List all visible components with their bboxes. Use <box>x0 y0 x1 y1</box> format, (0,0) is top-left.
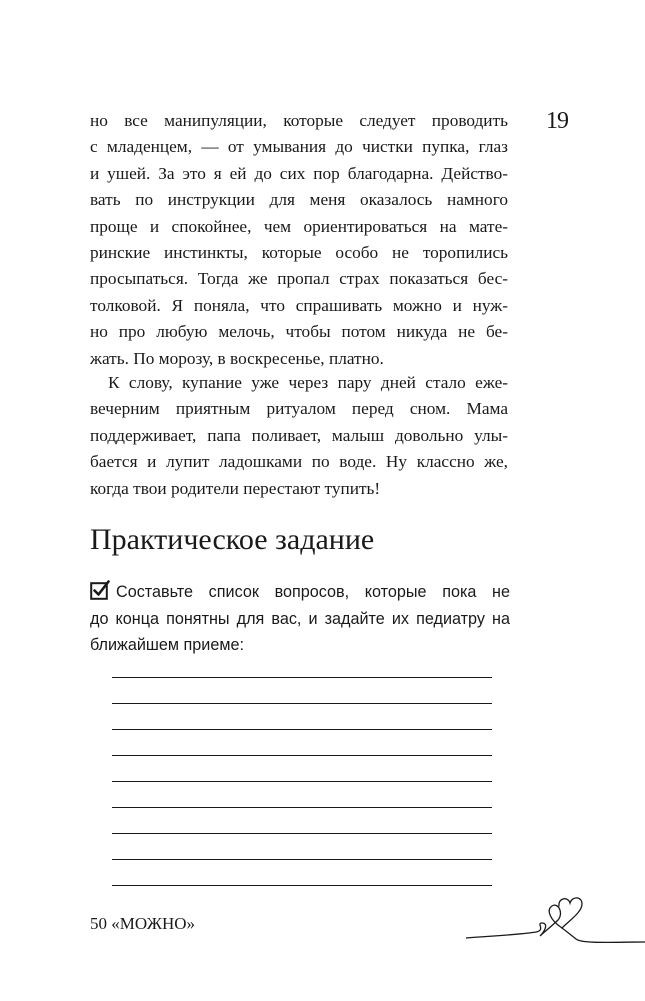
text-line: когда твои родители перестают тупить! <box>90 478 381 498</box>
task-line: до конца понятны для вас, и задайте их педиатру на <box>90 609 510 628</box>
text-line: жать. По морозу, в воскресенье, платно. <box>90 348 384 368</box>
section-heading: Практическое задание <box>90 523 375 556</box>
answer-line <box>112 833 492 834</box>
paragraph-1 <box>90 108 508 372</box>
task-line: ближайшем приеме: <box>90 636 244 654</box>
text-line: ринские инстинкты, которые особо не торопились <box>90 243 508 263</box>
answer-line <box>112 703 492 704</box>
task-block <box>90 579 510 659</box>
text-line: вечерним приятным ритуалом перед сном. Мама <box>90 399 508 419</box>
text-line: поддерживает, папа поливает, малыш довольно улы- <box>90 425 508 445</box>
text-line: вать по инструкции для меня оказалось намного <box>90 190 508 210</box>
text-line: и ушей. За это я ей до сих пор благодарна. Действо- <box>90 163 508 183</box>
text-line: бается и лупит ладошками по воде. Ну классно же, <box>90 452 508 472</box>
answer-line <box>112 755 492 756</box>
text-line: проще и спокойнее, чем ориентироваться на мате- <box>90 216 508 236</box>
answer-line <box>112 729 492 730</box>
text-line: но про любую мелочь, чтобы потом никуда не бе- <box>90 322 508 342</box>
page-number: 19 <box>546 108 568 134</box>
text-line: но все манипуляции, которые следует проводить <box>90 111 508 130</box>
hearts-doodle-icon <box>466 892 645 952</box>
text-line: К слову, купание уже через пару дней стало еже- <box>108 373 508 392</box>
answer-lines <box>112 677 492 911</box>
answer-line <box>112 677 492 678</box>
running-footer: 50 «МОЖНО» <box>90 914 196 933</box>
task-line <box>90 579 510 606</box>
answer-line <box>112 807 492 808</box>
answer-line <box>112 781 492 782</box>
answer-line <box>112 885 492 886</box>
text-line: просыпаться. Тогда же пропал страх показаться бес- <box>90 269 508 289</box>
task-text: Составьте список вопросов, которые пока не <box>116 583 510 601</box>
answer-line <box>112 859 492 860</box>
checkbox-checked-icon <box>90 580 110 600</box>
text-line: толковой. Я поняла, что спрашивать можно и нуж- <box>90 295 508 315</box>
text-line: с младенцем, — от умывания до чистки пупка, глаз <box>90 137 508 157</box>
paragraph-2 <box>90 370 508 502</box>
